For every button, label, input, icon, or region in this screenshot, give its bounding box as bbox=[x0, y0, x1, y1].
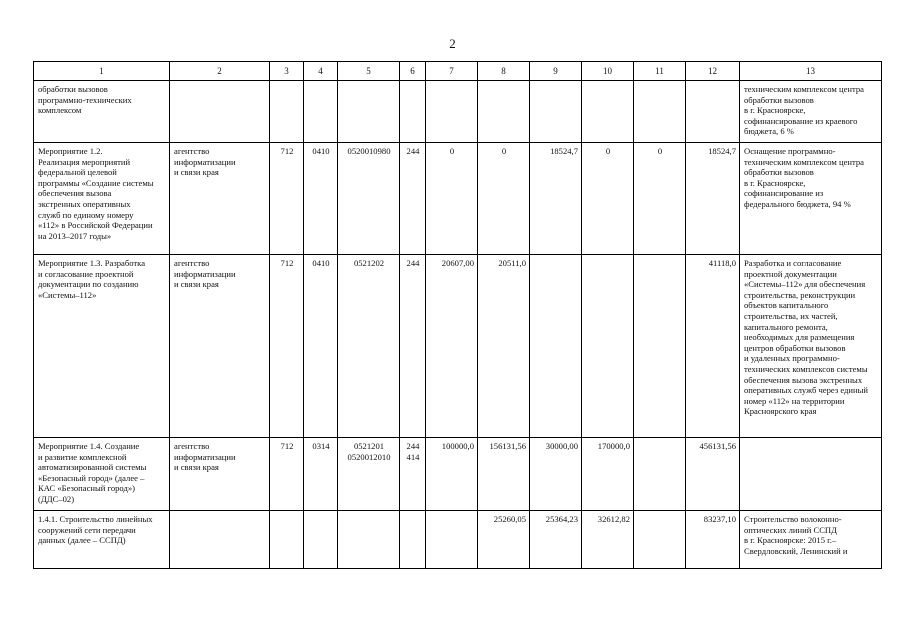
column-header: 13 bbox=[740, 62, 882, 81]
column-header: 1 bbox=[34, 62, 170, 81]
amount-cell: 20607,00 bbox=[426, 255, 478, 438]
total-cell: 83237,10 bbox=[686, 511, 740, 569]
page-number: 2 bbox=[449, 36, 456, 51]
target-code-cell: 0521202 bbox=[338, 255, 400, 438]
amount-cell: 0 bbox=[634, 143, 686, 255]
amount-cell bbox=[634, 438, 686, 511]
target-code-cell bbox=[338, 81, 400, 143]
target-code-cell: 0520010980 bbox=[338, 143, 400, 255]
amount-cell: 32612,82 bbox=[582, 511, 634, 569]
column-header: 2 bbox=[170, 62, 270, 81]
executor-cell bbox=[170, 81, 270, 143]
column-header: 4 bbox=[304, 62, 338, 81]
amount-cell: 25260,05 bbox=[478, 511, 530, 569]
expense-type-cell bbox=[400, 511, 426, 569]
target-code-cell: 0521201 0520012010 bbox=[338, 438, 400, 511]
event-name-cell: 1.4.1. Строительство линейных сооружений сети передачи данных (далее – ССПД) bbox=[34, 511, 170, 569]
amount-cell: 18524,7 bbox=[530, 143, 582, 255]
gr-code-cell bbox=[270, 81, 304, 143]
amount-cell bbox=[582, 255, 634, 438]
section-code-cell: 0410 bbox=[304, 255, 338, 438]
result-cell: техническим комплексом центра обработки вызовов в г. Красноярске, софинансирование из краевого бюджета, 6 % bbox=[740, 81, 882, 143]
column-header: 10 bbox=[582, 62, 634, 81]
table-row bbox=[34, 81, 882, 143]
column-header: 9 bbox=[530, 62, 582, 81]
section-code-cell: 0410 bbox=[304, 143, 338, 255]
amount-cell: 0 bbox=[478, 143, 530, 255]
target-code-cell bbox=[338, 511, 400, 569]
amount-cell bbox=[634, 81, 686, 143]
table-row bbox=[34, 511, 882, 569]
column-header: 11 bbox=[634, 62, 686, 81]
executor-cell: агентство информатизации и связи края bbox=[170, 438, 270, 511]
amount-cell: 30000,00 bbox=[530, 438, 582, 511]
result-cell: Строительство волоконно- оптических линий ССПД в г. Красноярске: 2015 г.– Свердловский, Ленинский и bbox=[740, 511, 882, 569]
amount-cell: 0 bbox=[582, 143, 634, 255]
column-header: 5 bbox=[338, 62, 400, 81]
amount-cell: 170000,0 bbox=[582, 438, 634, 511]
gr-code-cell: 712 bbox=[270, 143, 304, 255]
column-header: 12 bbox=[686, 62, 740, 81]
amount-cell: 25364,23 bbox=[530, 511, 582, 569]
total-cell: 18524,7 bbox=[686, 143, 740, 255]
section-code-cell bbox=[304, 511, 338, 569]
total-cell: 41118,0 bbox=[686, 255, 740, 438]
amount-cell: 156131,56 bbox=[478, 438, 530, 511]
total-cell bbox=[686, 81, 740, 143]
amount-cell bbox=[634, 255, 686, 438]
amount-cell bbox=[426, 81, 478, 143]
gr-code-cell: 712 bbox=[270, 255, 304, 438]
result-cell bbox=[740, 438, 882, 511]
section-code-cell: 0314 bbox=[304, 438, 338, 511]
column-header: 3 bbox=[270, 62, 304, 81]
event-name-cell: Мероприятие 1.2. Реализация мероприятий федеральной целевой программы «Создание системы обеспечения вызова экстренных оперативных служб по единому номеру «112» в Российской Федерации на 2013–2017 годы» bbox=[34, 143, 170, 255]
amount-cell: 20511,0 bbox=[478, 255, 530, 438]
expense-type-cell: 244 bbox=[400, 143, 426, 255]
amount-cell: 0 bbox=[426, 143, 478, 255]
expense-type-cell: 244 414 bbox=[400, 438, 426, 511]
executor-cell: агентство информатизации и связи края bbox=[170, 255, 270, 438]
section-code-cell bbox=[304, 81, 338, 143]
table-row bbox=[34, 438, 882, 511]
gr-code-cell: 712 bbox=[270, 438, 304, 511]
amount-cell bbox=[426, 511, 478, 569]
column-header: 7 bbox=[426, 62, 478, 81]
expense-type-cell bbox=[400, 81, 426, 143]
column-header: 8 bbox=[478, 62, 530, 81]
amount-cell bbox=[478, 81, 530, 143]
amount-cell bbox=[530, 255, 582, 438]
event-name-cell: Мероприятие 1.4. Создание и развитие комплексной автоматизированной системы «Безопасный город» (далее – КАС «Безопасный город») (ДДС–02) bbox=[34, 438, 170, 511]
event-name-cell: обработки вызовов программно-технических комплексом bbox=[34, 81, 170, 143]
expense-type-cell: 244 bbox=[400, 255, 426, 438]
result-cell: Разработка и согласование проектной документации «Системы–112» для обеспечения строительства, реконструкции объектов капитального строительства, их частей, капитального ремонта, необходимых для размещения центров обработки вызовов и удаленных программно- технических комплексов системы обеспечения вызова экстренных оперативных служб через единый номер «112» на территории Красноярского края bbox=[740, 255, 882, 438]
executor-cell bbox=[170, 511, 270, 569]
amount-cell bbox=[634, 511, 686, 569]
amount-cell: 100000,0 bbox=[426, 438, 478, 511]
header-row bbox=[34, 62, 882, 81]
budget-table bbox=[33, 61, 882, 569]
event-name-cell: Мероприятие 1.3. Разработка и согласование проектной документации по созданию «Системы–112» bbox=[34, 255, 170, 438]
amount-cell bbox=[530, 81, 582, 143]
column-header: 6 bbox=[400, 62, 426, 81]
result-cell: Оснащение программно- техническим комплексом центра обработки вызовов в г. Красноярске, софинансирование из федерального бюджета, 94 % bbox=[740, 143, 882, 255]
amount-cell bbox=[582, 81, 634, 143]
gr-code-cell bbox=[270, 511, 304, 569]
table-row bbox=[34, 255, 882, 438]
executor-cell: агентство информатизации и связи края bbox=[170, 143, 270, 255]
total-cell: 456131,56 bbox=[686, 438, 740, 511]
table-row bbox=[34, 143, 882, 255]
